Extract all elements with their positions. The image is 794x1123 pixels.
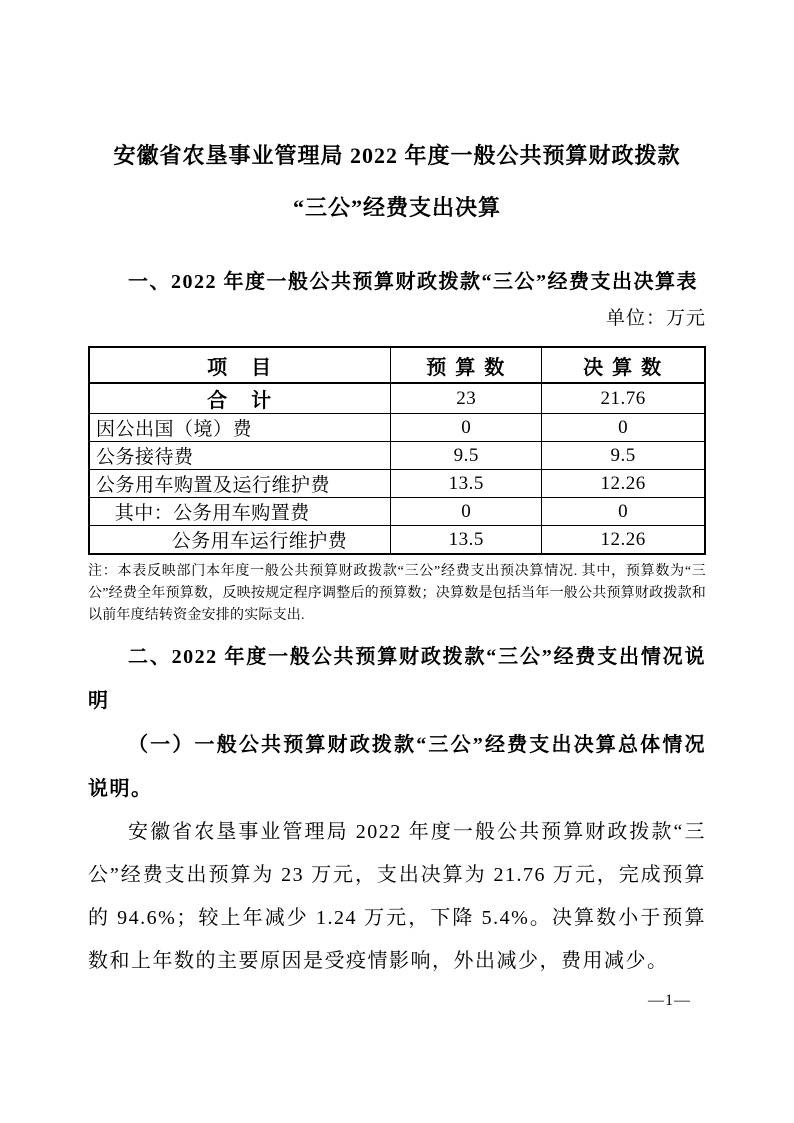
table-row-abroad — [89, 414, 705, 442]
row-vehicle-maintenance-item: 公务用车运行维护费 — [89, 526, 391, 555]
table-row-total — [89, 383, 705, 414]
row-reception-budget: 9.5 — [391, 442, 542, 470]
section2-sub-heading: （一）一般公共预算财政拨款“三公”经费支出决算总体情况说明。 — [88, 734, 706, 800]
title-line-1: 安徽省农垦事业管理局 2022 年度一般公共预算财政拨款 — [113, 143, 681, 168]
col-header-item: 项 目 — [89, 347, 391, 383]
row-vehicle-total-budget: 13.5 — [391, 470, 542, 498]
row-vehicle-total-final: 12.26 — [542, 470, 705, 498]
document-title — [88, 130, 706, 234]
row-abroad-budget: 0 — [391, 414, 542, 442]
page-number: —1— — [648, 992, 691, 1009]
row-vehicle-maintenance-budget: 13.5 — [391, 526, 542, 555]
row-total-final: 21.76 — [542, 383, 705, 414]
row-vehicle-purchase-budget: 0 — [391, 498, 542, 526]
row-vehicle-purchase-final: 0 — [542, 498, 705, 526]
section2-heading: 二、2022 年度一般公共预算财政拨款“三公”经费支出情况说明 — [88, 646, 706, 712]
section1-heading: 一、2022 年度一般公共预算财政拨款“三公”经费支出决算表 — [128, 271, 698, 293]
col-header-budget: 预 算 数 — [391, 347, 542, 383]
row-vehicle-total-item: 公务用车购置及运行维护费 — [89, 470, 391, 498]
row-total-budget: 23 — [391, 383, 542, 414]
col-header-final: 决 算 数 — [542, 347, 705, 383]
table-row-vehicle-maintenance — [89, 526, 705, 555]
title-line-2: “三公”经费支出决算 — [292, 195, 501, 220]
sangong-expense-table — [88, 346, 706, 555]
row-vehicle-maintenance-final: 12.26 — [542, 526, 705, 555]
section2-paragraph: 安徽省农垦事业管理局 2022 年度一般公共预算财政拨款“三公”经费支出预算为 23 万元，支出决算为 21.76 万元，完成预算的 94.6%；较上年减少 1.24 万元，下降 5.4%。决算数小于预算数和上年数的主要原因是受疫情影响，外出减少，费用减少。 — [88, 821, 706, 972]
row-total-item: 合 计 — [89, 383, 391, 414]
table-row-vehicle-total — [89, 470, 705, 498]
table-header-row — [89, 347, 705, 383]
row-vehicle-purchase-item: 其中：公务用车购置费 — [89, 498, 391, 526]
row-reception-final: 9.5 — [542, 442, 705, 470]
row-abroad-final: 0 — [542, 414, 705, 442]
row-abroad-item: 因公出国（境）费 — [89, 414, 391, 442]
table-note: 注：本表反映部门本年度一般公共预算财政拨款“三公”经费支出预决算情况. 其中，预算数为“三公”经费全年预算数，反映按规定程序调整后的预算数；决算数是包括当年一般公共预算财政拨款和以前年度结转资金安排的实际支出. — [88, 564, 706, 623]
table-row-vehicle-purchase — [89, 498, 705, 526]
table-row-reception — [89, 442, 705, 470]
row-reception-item: 公务接待费 — [89, 442, 391, 470]
unit-label: 单位：万元 — [605, 308, 706, 329]
